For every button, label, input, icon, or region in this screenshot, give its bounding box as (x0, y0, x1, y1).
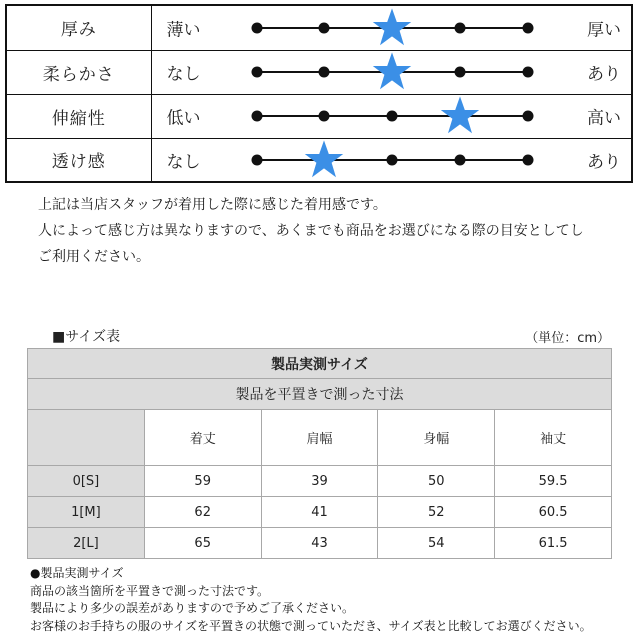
rating-star-icon (440, 95, 480, 135)
size-table-corner (28, 410, 145, 466)
feel-label: 伸縮性 (6, 94, 151, 138)
table-cell: 54 (378, 528, 495, 559)
size-chart-table (27, 348, 612, 559)
note-line: 上記は当店スタッフが着用した際に感じた着用感です。 (38, 197, 387, 213)
rating-star-icon (372, 51, 412, 91)
scale-point (319, 22, 330, 33)
feel-row-stretch (6, 94, 632, 138)
size-table-title: 製品実測サイズ (28, 349, 612, 379)
feel-row-sheerness (6, 138, 632, 182)
table-row (28, 497, 612, 528)
feel-scale (151, 138, 632, 182)
feel-scale (151, 5, 632, 50)
scale-point (251, 22, 262, 33)
scale-point (251, 154, 262, 165)
table-cell: 59 (144, 466, 261, 497)
table-cell: 43 (261, 528, 378, 559)
wear-feel-table (5, 4, 633, 183)
footnote-line: ●製品実測サイズ (30, 566, 124, 580)
scale-min-label: なし (166, 152, 201, 173)
scale-point (319, 67, 330, 78)
scale-point (319, 111, 330, 122)
scale-point (522, 67, 533, 78)
table-cell: 52 (378, 497, 495, 528)
scale-point (454, 67, 465, 78)
footnote-line: 商品の該当箇所を平置きで測った寸法です。 (30, 583, 270, 598)
scale-max-label: あり (587, 152, 621, 173)
table-cell: 62 (144, 497, 261, 528)
table-cell: 65 (144, 528, 261, 559)
wear-feel-notes (38, 192, 584, 270)
feel-scale (151, 94, 632, 138)
scale-max-label: 厚い (587, 20, 621, 41)
scale-min-label: なし (166, 64, 201, 85)
feel-scale (151, 50, 632, 94)
feel-row-softness (6, 50, 632, 94)
table-cell: 41 (261, 497, 378, 528)
column-header: 身幅 (378, 410, 495, 466)
scale-max-label: 高い (587, 108, 621, 129)
column-header: 肩幅 (261, 410, 378, 466)
feel-row-thickness (6, 5, 632, 50)
table-cell: 39 (261, 466, 378, 497)
scale-min-label: 薄い (166, 20, 201, 41)
table-cell: 59.5 (495, 466, 612, 497)
scale-point (251, 67, 262, 78)
scale-min-label: 低い (166, 108, 201, 129)
scale-point (522, 154, 533, 165)
scale-point (454, 154, 465, 165)
feel-label: 厚み (6, 5, 151, 50)
footnote-line: 製品により多少の誤差がありますので予めご了承ください。 (30, 601, 355, 615)
size-table-subtitle: 製品を平置きで測った寸法 (28, 379, 612, 410)
table-row (28, 528, 612, 559)
column-header: 着丈 (144, 410, 261, 466)
table-cell: 61.5 (495, 528, 612, 559)
note-line: ご利用ください。 (38, 249, 150, 265)
scale-point (251, 111, 262, 122)
scale-point (522, 22, 533, 33)
feel-label: 透け感 (6, 138, 151, 182)
note-line: 人によって感じ方は異なりますので、あくまでも商品をお選びになる際の目安としてし (38, 223, 584, 239)
feel-label: 柔らかさ (6, 50, 151, 94)
table-cell: 60.5 (495, 497, 612, 528)
size-footnotes (30, 565, 592, 635)
column-header: 袖丈 (495, 410, 612, 466)
table-cell: 50 (378, 466, 495, 497)
size-label: 0[S] (28, 466, 145, 497)
size-chart-heading: ■サイズ表 (52, 329, 121, 345)
scale-point (522, 111, 533, 122)
scale-point (454, 22, 465, 33)
size-label: 1[M] (28, 497, 145, 528)
scale-max-label: あり (587, 64, 621, 85)
rating-star-icon (304, 139, 344, 179)
table-row (28, 466, 612, 497)
scale-point (387, 154, 398, 165)
footnote-line: お客様のお手持ちの服のサイズを平置きの状態で測っていただき、サイズ表と比較してお選びください。 (30, 618, 592, 633)
size-chart-unit: （単位：cm） (525, 331, 610, 346)
size-label: 2[L] (28, 528, 145, 559)
rating-star-icon (372, 7, 412, 47)
scale-point (387, 111, 398, 122)
